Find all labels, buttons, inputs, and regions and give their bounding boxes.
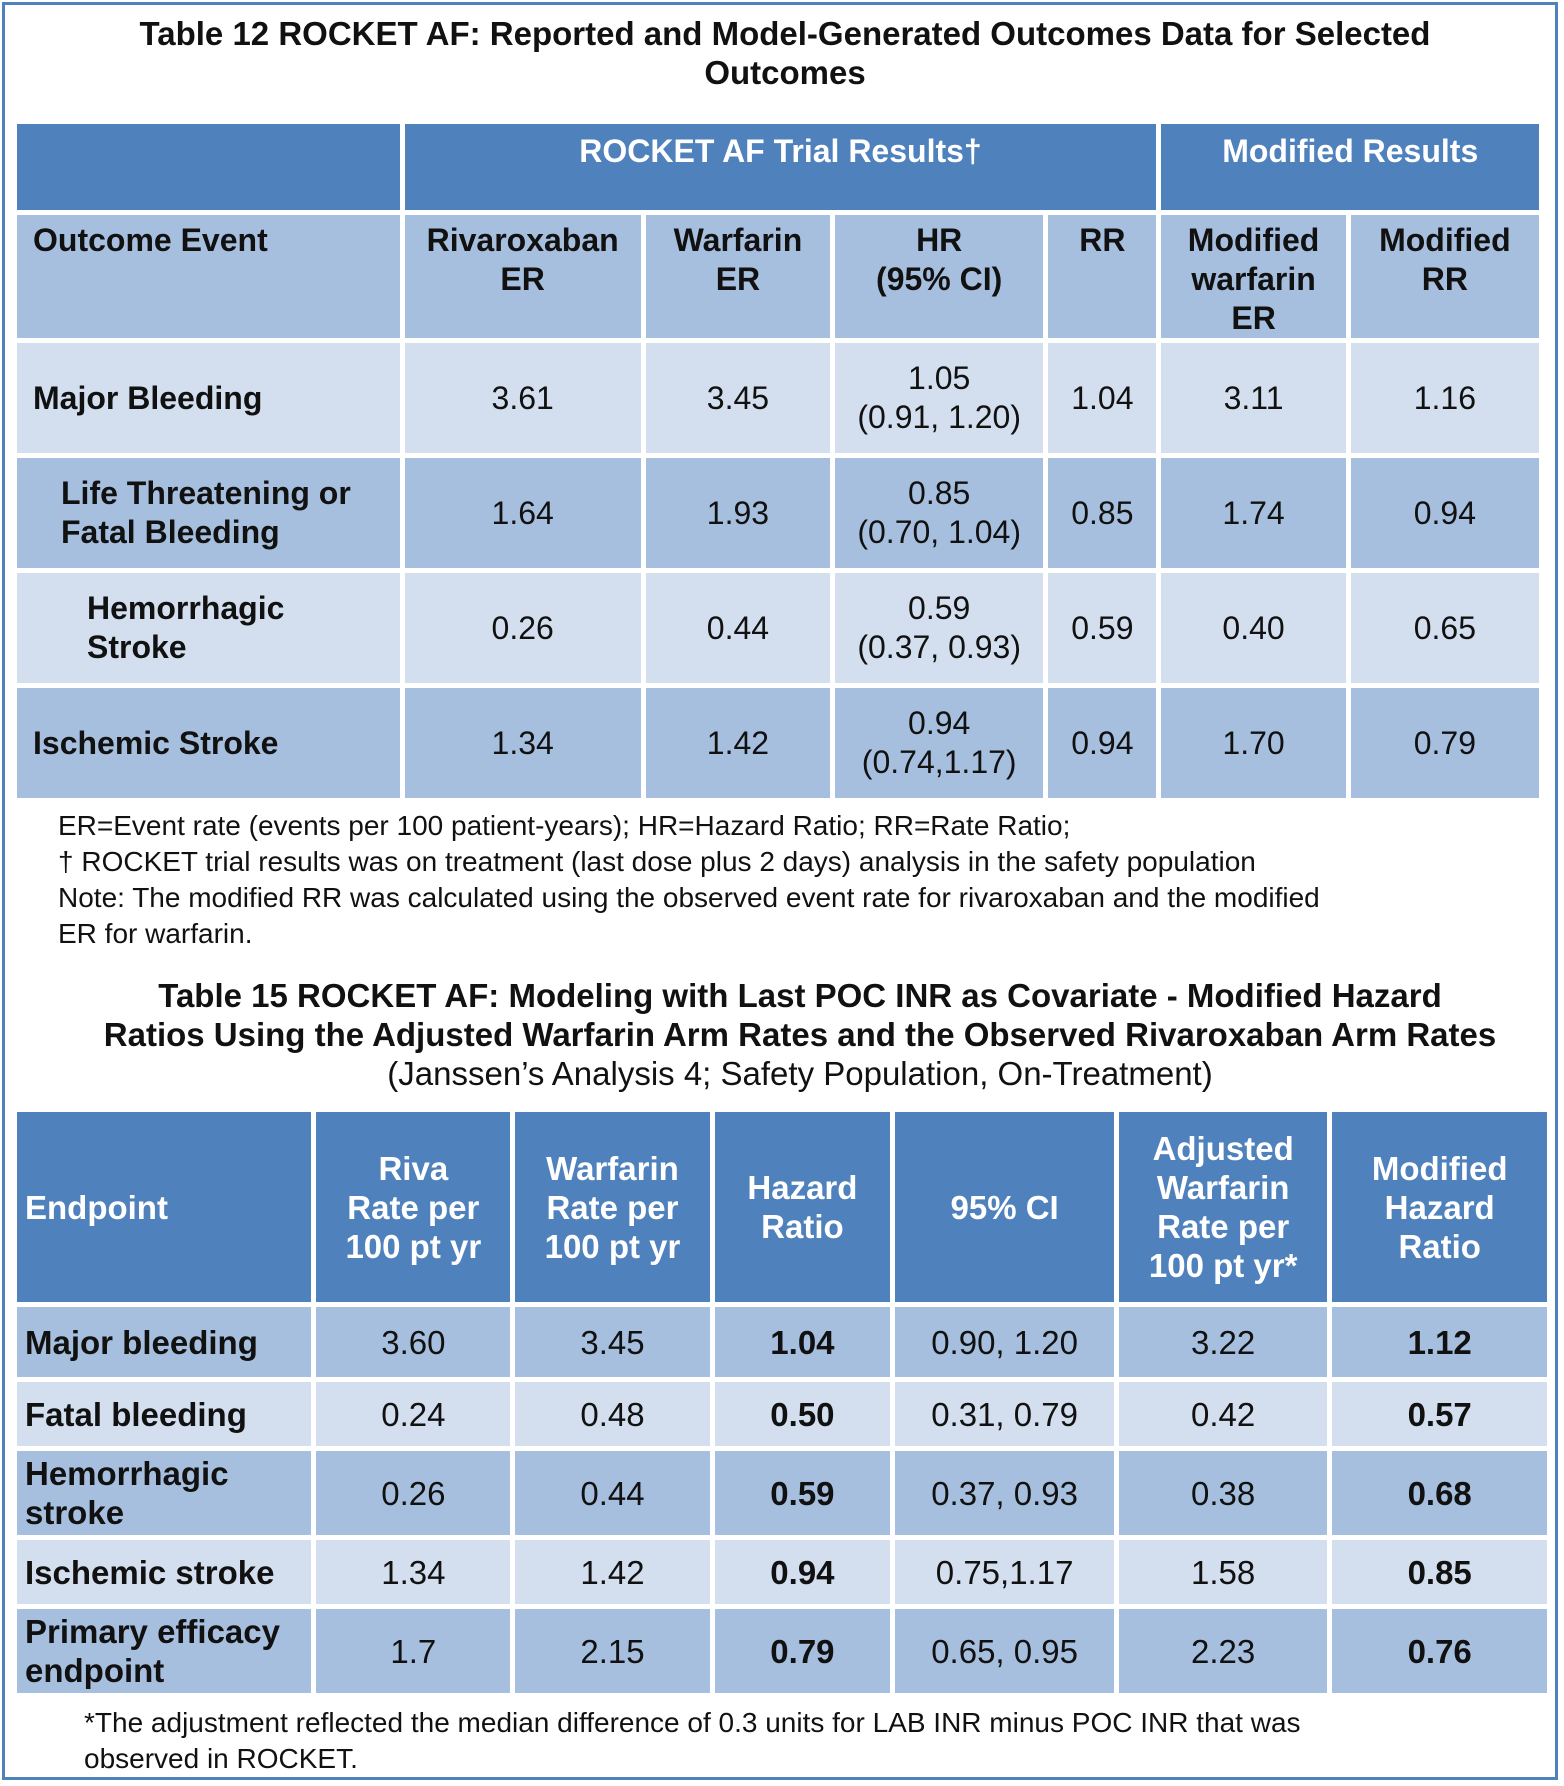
cell-riva: 0.26: [405, 573, 641, 683]
cell-rr: 0.94: [1048, 688, 1156, 798]
cell-hr: 0.59 (0.37, 0.93): [835, 573, 1043, 683]
cell-rr: 0.59: [1048, 573, 1156, 683]
table15-col-warf: Warfarin Rate per 100 pt yr: [515, 1112, 709, 1302]
cell-warf: 0.44: [515, 1451, 709, 1535]
cell-hazard-ratio: 0.94: [715, 1540, 891, 1604]
cell-adjusted-warfarin: 0.42: [1119, 1382, 1327, 1446]
row-label: Hemorrhagic stroke: [17, 1451, 311, 1535]
note-line: ER for warfarin.: [58, 918, 253, 949]
cell-modified-warfarin-er: 3.11: [1161, 343, 1345, 453]
footnote-line: observed in ROCKET.: [84, 1743, 358, 1774]
table12-group-modified: Modified Results: [1161, 124, 1539, 210]
row-label: Fatal bleeding: [17, 1382, 311, 1446]
cell-hazard-ratio: 1.04: [715, 1307, 891, 1377]
cell-modified-hazard-ratio: 0.85: [1332, 1540, 1547, 1604]
cell-hr: 1.05 (0.91, 1.20): [835, 343, 1043, 453]
note-line: † ROCKET trial results was on treatment (last dose plus 2 days) analysis in the safety population: [58, 846, 1256, 877]
cell-ci: 0.37, 0.93: [895, 1451, 1114, 1535]
cell-modified-hazard-ratio: 0.57: [1332, 1382, 1547, 1446]
table12-col-outcome: Outcome Event: [17, 215, 400, 338]
cell-modified-hazard-ratio: 1.12: [1332, 1307, 1547, 1377]
table-row: [17, 1609, 1547, 1693]
cell-riva: 1.34: [405, 688, 641, 798]
table-row: [17, 343, 1539, 453]
cell-adjusted-warfarin: 1.58: [1119, 1540, 1327, 1604]
cell-riva: 0.24: [316, 1382, 510, 1446]
cell-modified-rr: 0.65: [1351, 573, 1539, 683]
table15-col-modified-hazard-ratio: Modified Hazard Ratio: [1332, 1112, 1547, 1302]
cell-warf: 0.48: [515, 1382, 709, 1446]
cell-modified-rr: 0.79: [1351, 688, 1539, 798]
cell-riva: 1.34: [316, 1540, 510, 1604]
table12-col-hr: HR (95% CI): [835, 215, 1043, 338]
cell-riva: 3.61: [405, 343, 641, 453]
footnote-line: *The adjustment reflected the median difference of 0.3 units for LAB INR minus POC INR that was: [84, 1707, 1301, 1738]
table15-subtitle: (Janssen’s Analysis 4; Safety Population, On-Treatment): [387, 1055, 1213, 1092]
cell-modified-hazard-ratio: 0.68: [1332, 1451, 1547, 1535]
cell-ci: 0.31, 0.79: [895, 1382, 1114, 1446]
cell-hazard-ratio: 0.79: [715, 1609, 891, 1693]
table15: [12, 1107, 1552, 1698]
cell-hr: 0.94 (0.74,1.17): [835, 688, 1043, 798]
table12-title: Table 12 ROCKET AF: Reported and Model-Generated Outcomes Data for Selected Outcomes: [139, 15, 1431, 91]
cell-modified-warfarin-er: 1.70: [1161, 688, 1345, 798]
cell-modified-rr: 1.16: [1351, 343, 1539, 453]
table15-header-row: [17, 1112, 1547, 1302]
row-label: Ischemic Stroke: [17, 688, 400, 798]
cell-warf: 1.42: [515, 1540, 709, 1604]
table12-col-modified-rr: Modified RR: [1351, 215, 1539, 338]
table12-col-warf: Warfarin ER: [646, 215, 830, 338]
table15-col-hazard-ratio: Hazard Ratio: [715, 1112, 891, 1302]
cell-modified-rr: 0.94: [1351, 458, 1539, 568]
cell-riva: 1.64: [405, 458, 641, 568]
row-label: Major Bleeding: [17, 343, 400, 453]
table12: [12, 119, 1544, 803]
table15-col-adjusted-warfarin: Adjusted Warfarin Rate per 100 pt yr*: [1119, 1112, 1327, 1302]
cell-adjusted-warfarin: 0.38: [1119, 1451, 1327, 1535]
table-row: [17, 1307, 1547, 1377]
row-label: Ischemic stroke: [17, 1540, 311, 1604]
table15-col-riva: Riva Rate per 100 pt yr: [316, 1112, 510, 1302]
cell-rr: 0.85: [1048, 458, 1156, 568]
note-line: Note: The modified RR was calculated using the observed event rate for rivaroxaban and the modified: [58, 882, 1320, 913]
cell-warf: 1.93: [646, 458, 830, 568]
cell-modified-warfarin-er: 0.40: [1161, 573, 1345, 683]
cell-ci: 0.90, 1.20: [895, 1307, 1114, 1377]
row-label: Hemorrhagic Stroke: [17, 573, 400, 683]
cell-modified-hazard-ratio: 0.76: [1332, 1609, 1547, 1693]
table12-col-modified-warfarin-er: Modified warfarin ER: [1161, 215, 1345, 338]
row-label: Life Threatening or Fatal Bleeding: [17, 458, 400, 568]
row-label: Major bleeding: [17, 1307, 311, 1377]
table15-title: Table 15 ROCKET AF: Modeling with Last POC INR as Covariate - Modified Hazard Ratios Using the Adjusted Warfarin Arm Rates and the Observed Rivaroxaban Arm Rates (Janssen’s Analysis 4; Safety Population, On-Treatment): [40, 976, 1560, 1093]
note-line: ER=Event rate (events per 100 patient-years); HR=Hazard Ratio; RR=Rate Ratio;: [58, 810, 1071, 841]
table-row: [17, 688, 1539, 798]
cell-riva: 1.7: [316, 1609, 510, 1693]
cell-adjusted-warfarin: 2.23: [1119, 1609, 1327, 1693]
table12-col-riva: Rivaroxaban ER: [405, 215, 641, 338]
row-label: Primary efficacy endpoint: [17, 1609, 311, 1693]
cell-rr: 1.04: [1048, 343, 1156, 453]
table-row: [17, 573, 1539, 683]
cell-warf: 3.45: [646, 343, 830, 453]
table-row: [17, 1451, 1547, 1535]
table12-group-trial: ROCKET AF Trial Results†: [405, 124, 1157, 210]
table12-group-header-row: [17, 124, 1539, 210]
table15-footnote: [84, 1705, 1301, 1777]
cell-riva: 0.26: [316, 1451, 510, 1535]
table-row: [17, 1382, 1547, 1446]
cell-hr: 0.85 (0.70, 1.04): [835, 458, 1043, 568]
table12-notes: [58, 808, 1320, 952]
cell-warf: 1.42: [646, 688, 830, 798]
table15-col-endpoint: Endpoint: [17, 1112, 311, 1302]
cell-warf: 3.45: [515, 1307, 709, 1377]
table12-col-rr: RR: [1048, 215, 1156, 338]
cell-ci: 0.65, 0.95: [895, 1609, 1114, 1693]
cell-warf: 0.44: [646, 573, 830, 683]
cell-ci: 0.75,1.17: [895, 1540, 1114, 1604]
cell-hazard-ratio: 0.50: [715, 1382, 891, 1446]
table12-group-blank: [17, 124, 400, 210]
cell-hazard-ratio: 0.59: [715, 1451, 891, 1535]
cell-riva: 3.60: [316, 1307, 510, 1377]
table-row: [17, 1540, 1547, 1604]
table-row: [17, 458, 1539, 568]
cell-warf: 2.15: [515, 1609, 709, 1693]
table12-column-header-row: [17, 215, 1539, 338]
cell-modified-warfarin-er: 1.74: [1161, 458, 1345, 568]
cell-adjusted-warfarin: 3.22: [1119, 1307, 1327, 1377]
table15-col-ci: 95% CI: [895, 1112, 1114, 1302]
